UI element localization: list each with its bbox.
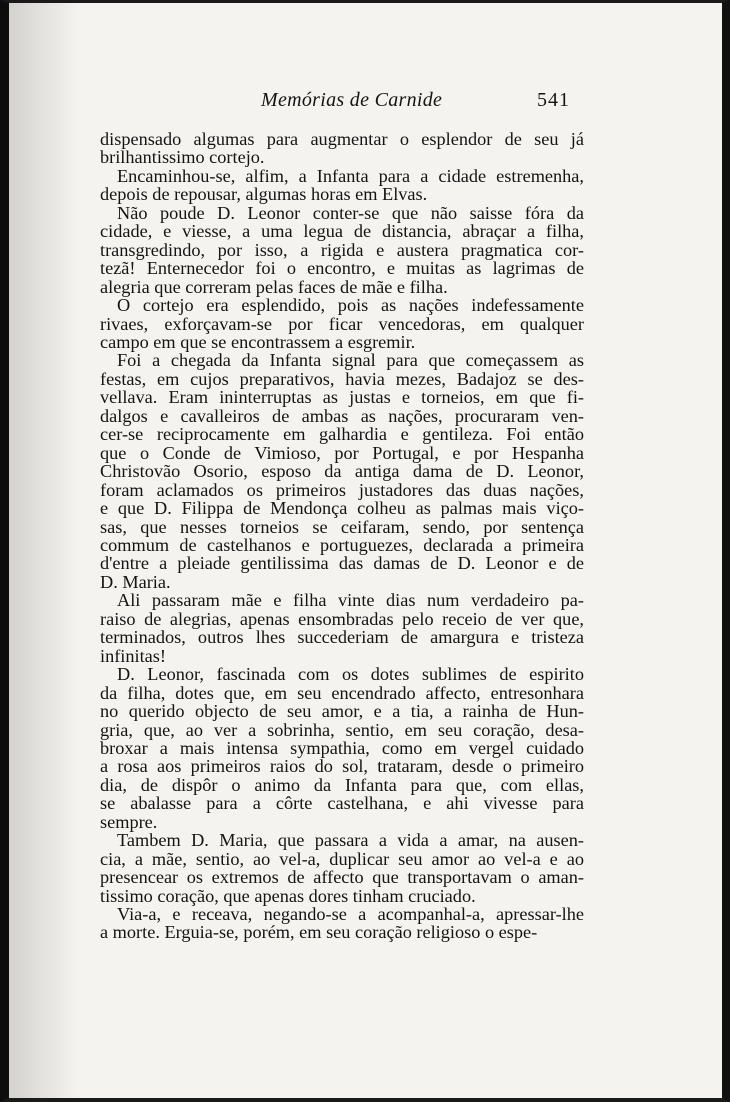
text-line: Via-a, e receava, negando-se a acompanhal-a, apressar-lhe: [117, 904, 584, 925]
text-line: no querido objecto de seu amor, e a tia, a rainha de Hun-: [100, 701, 584, 722]
text-line: alegria que correram pelas faces de mãe e filha.: [100, 276, 448, 297]
page-header: [9, 89, 722, 115]
text-line: Não poude D. Leonor conter-se que não saisse fóra da: [117, 202, 584, 223]
text-line: presencear os extremos de affecto que transportavam o aman-: [100, 867, 584, 888]
text-line: commum de castelhanos e portuguezes, declarada a primeira: [100, 534, 584, 555]
text-line: raiso de alegrias, apenas ensombradas pelo receio de ver que,: [100, 608, 584, 629]
text-line: e que D. Filippa de Mendonça colheu as palmas mais viço-: [100, 498, 584, 519]
text-line: campo em que se encontrassem a esgremir.: [100, 331, 416, 352]
text-line: tissimo coração, que apenas dores tinham cruciado.: [100, 885, 476, 906]
text-line: se abalasse para a côrte castelhana, e ahi vivesse para: [100, 793, 584, 814]
paragraph: [100, 665, 584, 831]
text-line: d'entre a pleiade gentilissima das damas de D. Leonor e de: [100, 553, 584, 574]
paragraph: [100, 591, 584, 665]
text-line: foram aclamados os primeiros justadores das duas nações,: [100, 479, 584, 500]
text-line: festas, em cujos preparativos, havia mezes, Badajoz se des-: [100, 368, 584, 389]
paragraph: [100, 296, 584, 351]
text-line: Tambem D. Maria, que passara a vida a amar, na ausen-: [117, 830, 584, 851]
text-line: da filha, dotes que, em seu encendrado affecto, entresonhara: [100, 682, 584, 703]
text-line: brilhantissimo cortejo.: [100, 147, 265, 168]
text-line: rivaes, exforçavam-se por ficar vencedoras, em qualquer: [100, 313, 584, 334]
text-line: a morte. Erguia-se, porém, em seu coração religioso o espe-: [100, 922, 538, 943]
text-line: Ali passaram mãe e filha vinte dias num verdadeiro pa-: [117, 590, 584, 611]
paragraph: [100, 130, 584, 167]
text-line: Foi a chegada da Infanta signal para que começassem as: [117, 350, 584, 371]
text-line: D. Leonor, fascinada com os dotes sublimes de espirito: [117, 664, 584, 685]
body-text: [100, 130, 584, 942]
text-line: dispensado algumas para augmentar o esplendor de seu já: [100, 129, 584, 149]
text-line: D. Maria.: [100, 571, 171, 592]
text-line: broxar a mais intensa sympathia, como em vergel cuidado: [100, 737, 584, 758]
text-line: depois de repousar, algumas horas em Elvas.: [100, 184, 428, 205]
text-line: cer-se reciprocamente em galhardia e gentileza. Foi então: [100, 424, 584, 445]
paragraph: [100, 204, 584, 296]
text-line: sempre.: [100, 811, 158, 832]
text-line: dia, de dispôr o animo da Infanta para que, com ellas,: [100, 774, 584, 795]
paragraph: [100, 167, 584, 204]
text-line: transgredindo, por isso, a rigida e austera pragmatica cor-: [100, 239, 584, 260]
text-line: dalgos e cavalleiros de ambas as nações, procuraram ven-: [100, 405, 584, 426]
text-line: Encaminhou-se, alfim, a Infanta para a cidade estremenha,: [117, 165, 584, 186]
text-line: tezã! Enternecedor foi o encontro, e muitas as lagrimas de: [100, 258, 584, 279]
text-line: a rosa aos primeiros raios do sol, trataram, desde o primeiro: [100, 756, 584, 777]
text-line: Christovão Osorio, esposo da antiga dama de D. Leonor,: [100, 461, 584, 482]
text-line: cidade, e viesse, a uma legua de distancia, abraçar a filha,: [100, 221, 584, 242]
text-line: infinitas!: [100, 645, 167, 666]
text-line: sas, que nesses torneios se ceifaram, sendo, por sentença: [100, 516, 584, 537]
text-line: cia, a mãe, sentio, ao vel-a, duplicar seu amor ao vel-a e ao: [100, 848, 584, 869]
paragraph: [100, 351, 584, 591]
paragraph: [100, 905, 584, 942]
paragraph: [100, 831, 584, 905]
text-line: terminados, outros lhes succederiam de amargura e tristeza: [100, 627, 584, 648]
running-title: Memórias de Carnide: [261, 89, 443, 111]
page-number: 541: [537, 89, 570, 111]
text-line: que o Conde de Vimioso, por Portugal, e por Hespanha: [100, 442, 584, 463]
text-line: O cortejo era esplendido, pois as nações indefessamente: [117, 295, 584, 316]
text-line: gria, que, ao ver a sobrinha, sentio, em seu coração, desa-: [100, 719, 584, 740]
text-line: vellava. Eram ininterruptas as justas e torneios, em que fi-: [100, 387, 584, 408]
